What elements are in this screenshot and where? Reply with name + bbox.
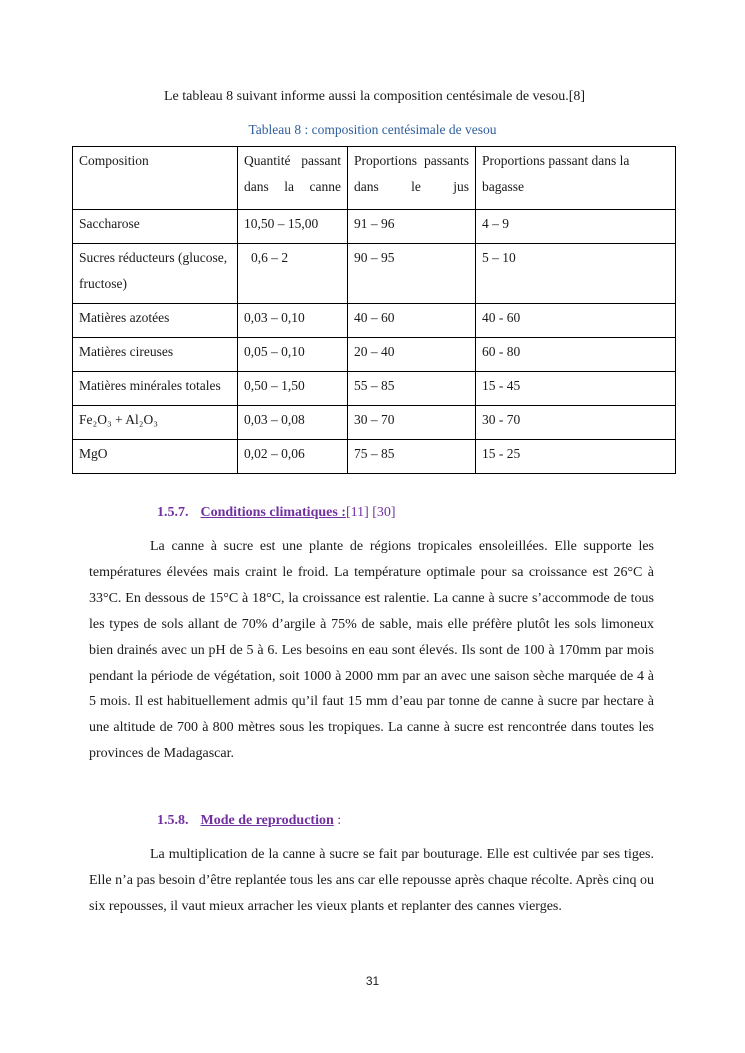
paragraph-reproduction [89,842,654,920]
table-cell: 4 – 9 [476,210,676,244]
table-cell: Matières minérales totales [73,372,238,406]
table-cell: 40 - 60 [476,304,676,338]
table-header-cell: Proportions passant dans la bagasse [476,147,676,210]
table-cell: Matières azotées [73,304,238,338]
table-header-cell: Composition [73,147,238,210]
table-row [73,338,676,372]
table-row [73,304,676,338]
table-cell: 0,50 – 1,50 [238,372,348,406]
table-cell: 0,05 – 0,10 [238,338,348,372]
section-number: 1.5.8. [157,813,189,828]
table-cell: MgO [73,440,238,474]
paragraph-text: La canne à sucre est une plante de régions tropicales ensoleillées. Elle supporte les températures élevées mais craint le froid. La température optimale pour sa croissance est 26°C à 33°C. En dessous de 15°C à 18°C, la croissance est ralentie. La canne à sucre s’accommode de tous les types de sols allant de 70% d’argile à 75% de sable, mais elle préfère plutôt les sols limoneux bien drainés avec un pH de 5 à 6. Les besoins en eau sont élevés. Ils sont de 100 à 170mm par mois pendant la période de végétation, soit 1000 à 2000 mm par an avec une saison sèche marquée de 4 à 5 mois. Il est habituellement admis qu’il faut 15 mm d’eau par tonne de canne à sucre par hectare à une altitude de 700 à 800 mètres sous les tropiques. La canne à sucre est rencontrée dans toutes les provinces de Madagascar. [89,539,654,762]
table-row [73,406,676,440]
table-cell: Saccharose [73,210,238,244]
composition-table [72,146,676,474]
paragraph-climate [89,534,654,767]
table-cell: 20 – 40 [348,338,476,372]
section-number: 1.5.7. [157,505,189,520]
table-cell: 15 - 25 [476,440,676,474]
table-cell: 30 - 70 [476,406,676,440]
table-cell: 5 – 10 [476,244,676,304]
table-cell: 0,03 – 0,08 [238,406,348,440]
table-caption: Tableau 8 : composition centésimale de vesou [248,122,497,137]
table-row [73,440,676,474]
table-cell: 55 – 85 [348,372,476,406]
table-cell: Matières cireuses [73,338,238,372]
table-cell: 60 - 80 [476,338,676,372]
paragraph-text: La multiplication de la canne à sucre se fait par bouturage. Elle est cultivée par ses tiges. Elle n’a pas besoin d’être replantée tous les ans car elle repousse après chaque récolte. Après cinq ou six repousses, il vaut mieux arracher les vieux plants et replanter des cannes vierges. [89,847,654,914]
table-cell: 30 – 70 [348,406,476,440]
section-title: Mode de reproduction [200,813,334,828]
table-header-row [73,147,676,210]
section-heading-reproduction [157,813,341,829]
table-row [73,210,676,244]
table-cell: 15 - 45 [476,372,676,406]
table-cell: 40 – 60 [348,304,476,338]
section-title: Conditions climatiques : [200,505,346,520]
table-row [73,244,676,304]
table-cell: 0,03 – 0,10 [238,304,348,338]
table-cell: 0,02 – 0,06 [238,440,348,474]
page-number: 31 [365,974,380,988]
intro-text: Le tableau 8 suivant informe aussi la composition centésimale de vesou.[8] [164,89,586,104]
table-cell: Fe₂O₃ + Al₂O₃ [73,406,238,440]
table-row [73,372,676,406]
table-cell: 0,6 – 2 [238,244,348,304]
table-cell: 91 – 96 [348,210,476,244]
table-cell: 10,50 – 15,00 [238,210,348,244]
table-header-cell: Proportions passants dans le jus [348,147,476,210]
table-header-cell: Quantité passant dans la canne [238,147,348,210]
table-cell: Sucres réducteurs (glucose, fructose) [73,244,238,304]
section-references: [11] [30] [345,505,396,520]
section-suffix: : [333,813,342,828]
table-cell: 75 – 85 [348,440,476,474]
table-cell: 90 – 95 [348,244,476,304]
section-heading-climate [157,505,396,521]
